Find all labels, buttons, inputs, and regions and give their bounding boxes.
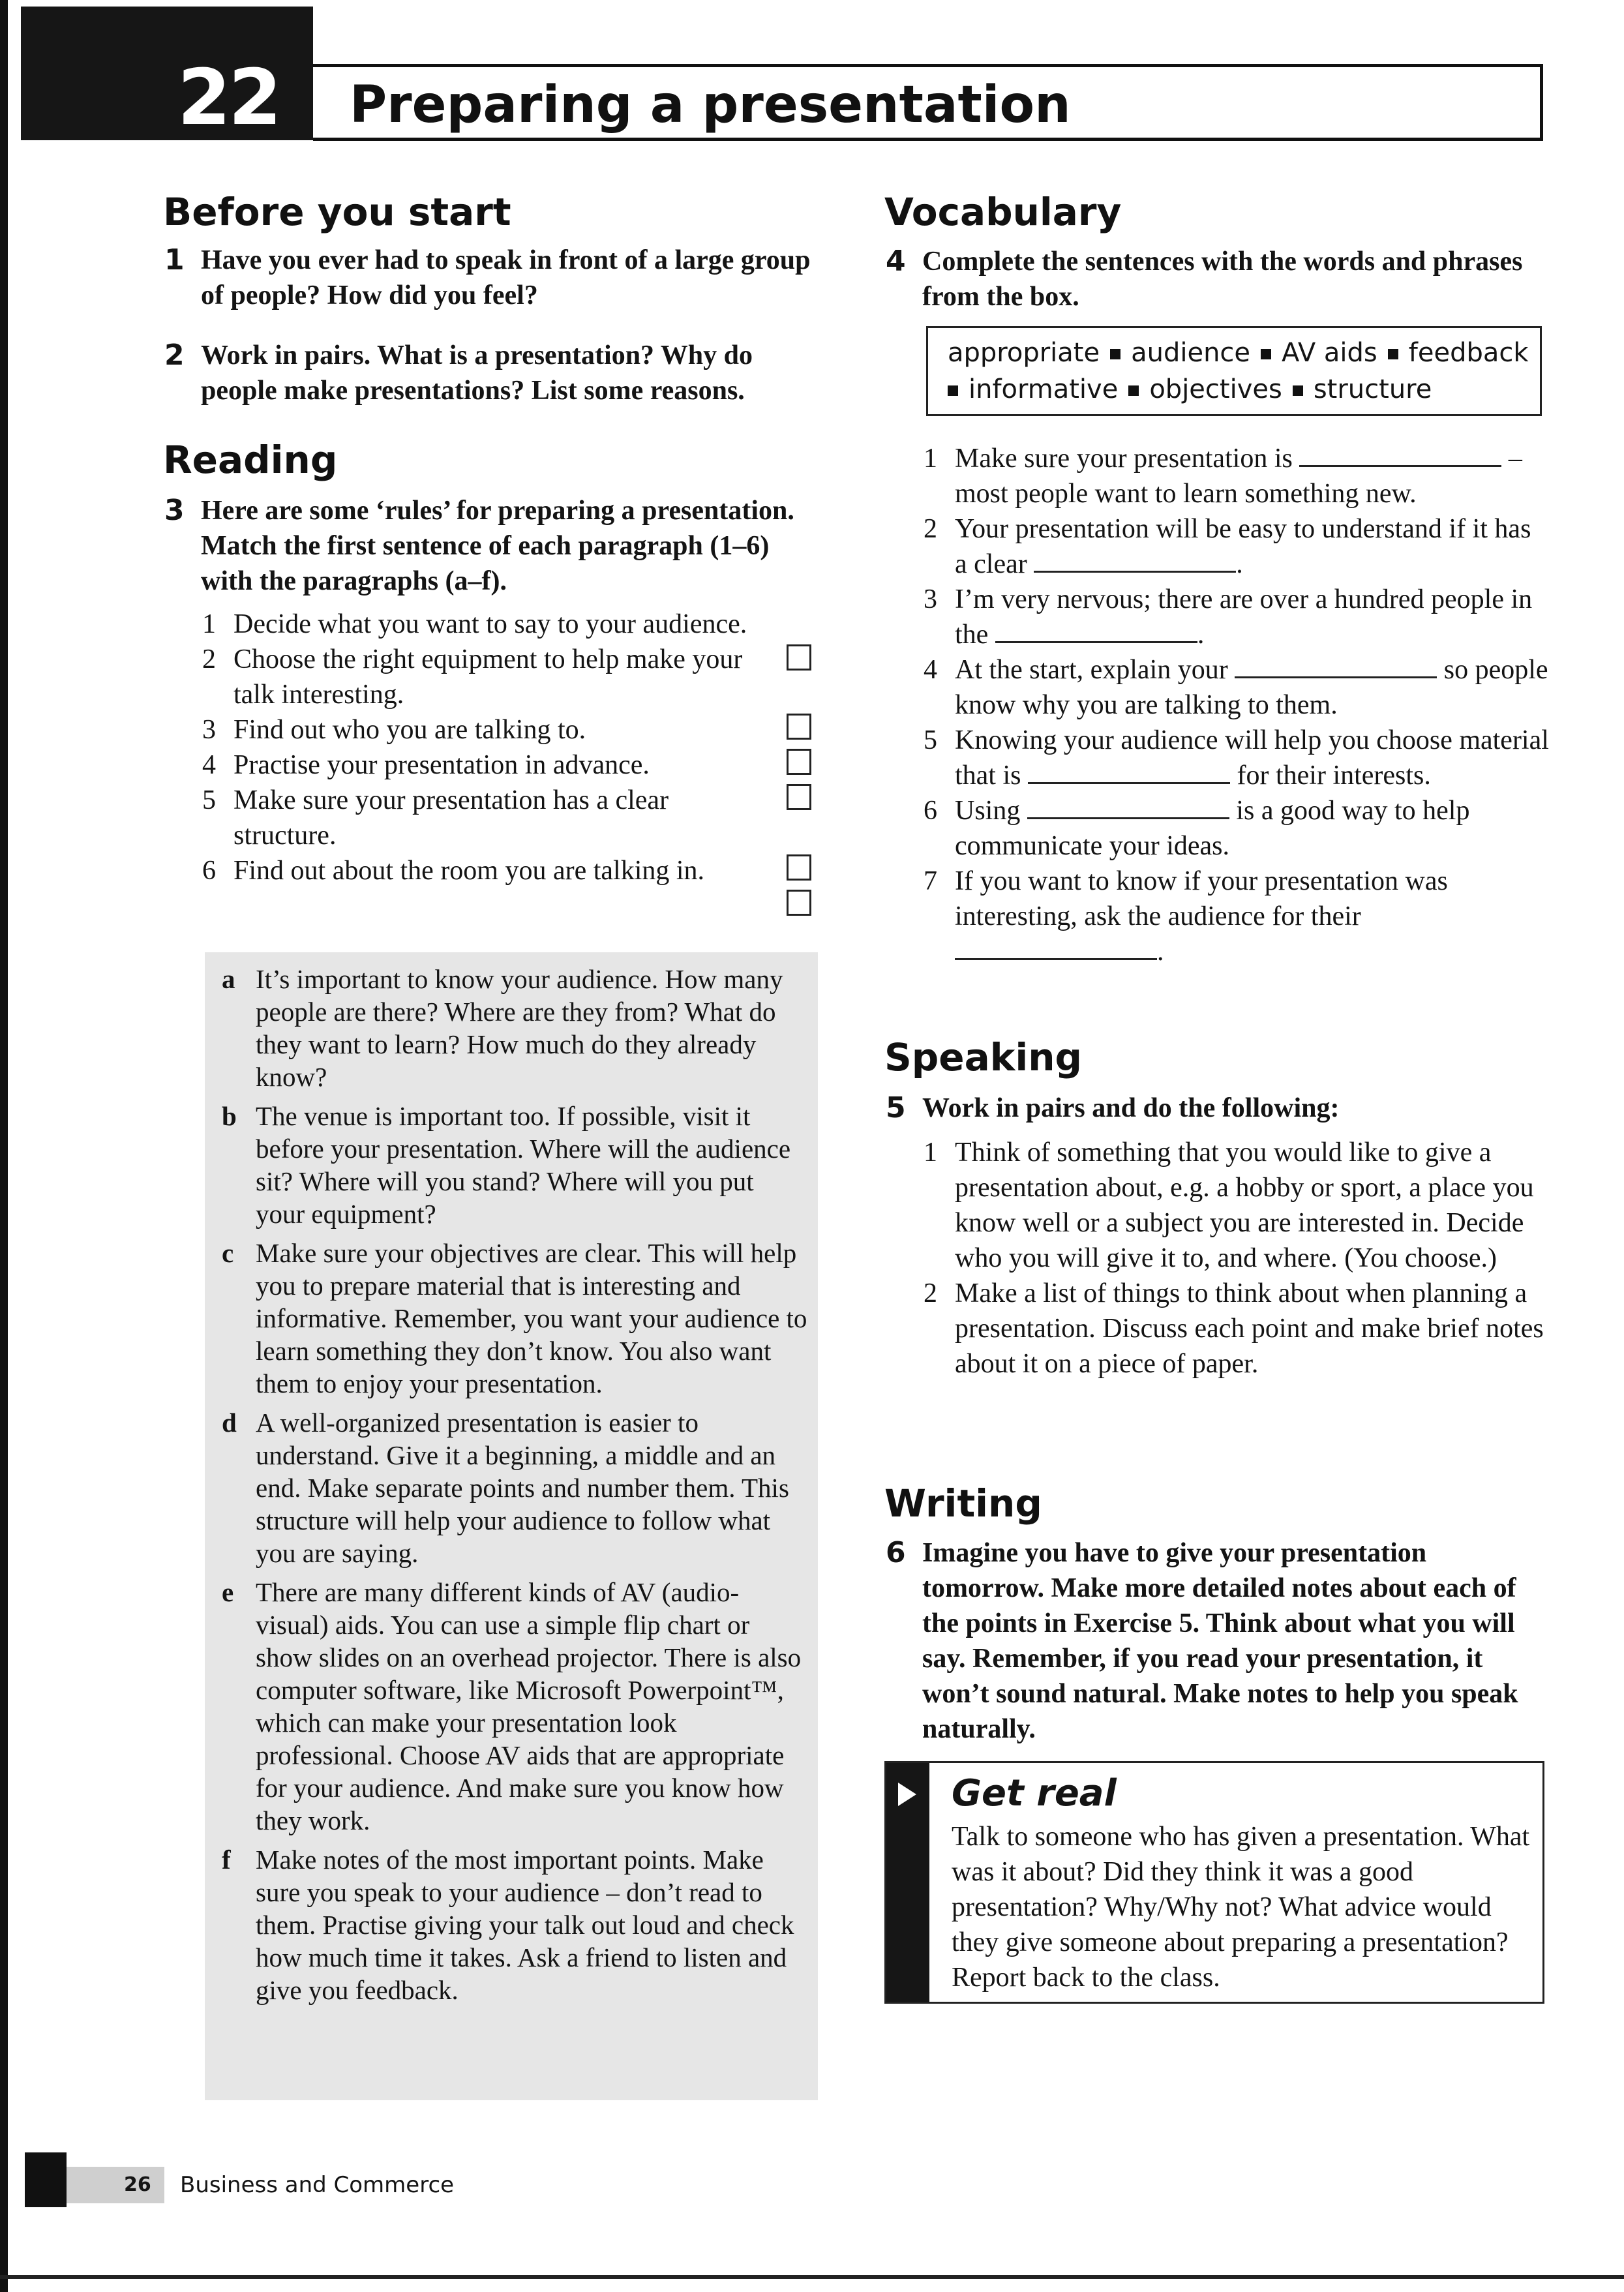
play-arrow-icon xyxy=(898,1783,916,1806)
word-objectives: objectives xyxy=(1149,374,1282,404)
sentence-text-end: . xyxy=(1197,620,1205,650)
exercise-2 xyxy=(164,338,817,408)
exercise-text: Work in pairs and do the following: xyxy=(922,1093,1340,1123)
exercise-1 xyxy=(164,243,817,313)
sentence-text-end: for their interests. xyxy=(1237,761,1431,791)
page-edge xyxy=(0,0,8,2292)
vocabulary-sentences xyxy=(924,441,1550,969)
exercise-5 xyxy=(886,1091,1538,1126)
item-text: Practise your presentation in advance. xyxy=(233,750,650,780)
bullet-square-icon xyxy=(1261,349,1271,359)
exercise-text: Here are some ‘rules’ for preparing a presentation. Match the first sentence of each paragraph (1–6) with the paragraphs (a–f). xyxy=(201,496,794,596)
list-item xyxy=(202,853,770,888)
word-informative: informative xyxy=(969,374,1119,404)
item-number: 3 xyxy=(202,715,216,745)
word-appropriate: appropriate xyxy=(948,338,1100,368)
item-text: Make sure your presentation has a clear structure. xyxy=(233,785,669,851)
word-audience: audience xyxy=(1131,338,1251,368)
answer-box-5[interactable] xyxy=(787,854,811,881)
paragraph-b xyxy=(222,1100,809,1230)
writing-heading: Writing xyxy=(884,1481,1042,1526)
sentence-3 xyxy=(924,582,1550,652)
sentence-7 xyxy=(924,864,1550,969)
paragraph-letter: c xyxy=(222,1238,234,1268)
sentence-1 xyxy=(924,441,1550,511)
paragraph-d xyxy=(222,1406,809,1569)
answer-blank[interactable] xyxy=(1235,654,1437,678)
word-box-row-2 xyxy=(948,371,1540,408)
list-item xyxy=(202,783,770,853)
item-number: 3 xyxy=(924,584,937,614)
item-number: 1 xyxy=(924,444,937,474)
item-text: Make a list of things to think about when planning a presentation. Discuss each point and make brief notes about it on a piece of paper. xyxy=(955,1278,1544,1379)
unit-number-block xyxy=(21,7,313,140)
item-number: 5 xyxy=(924,725,937,755)
sentence-5 xyxy=(924,723,1550,793)
item-text: Choose the right equipment to help make your talk interesting. xyxy=(233,644,743,710)
sentence-2 xyxy=(924,511,1550,582)
item-number: 4 xyxy=(202,750,216,780)
item-text: Decide what you want to say to your audience. xyxy=(233,609,747,639)
paragraph-letter: a xyxy=(222,964,235,994)
sentence-4 xyxy=(924,652,1550,723)
paragraph-letter: e xyxy=(222,1577,234,1607)
bullet-square-icon xyxy=(1388,349,1398,359)
sentence-text-end: so people know why you are talking to them. xyxy=(955,655,1548,720)
exercise-text: Have you ever had to speak in front of a large group of people? How did you feel? xyxy=(201,245,811,310)
item-number: 2 xyxy=(924,514,937,544)
sentence-text-end: – most people want to learn something new. xyxy=(955,444,1522,509)
book-title: Business and Commerce xyxy=(180,2172,455,2198)
exercise-number: 5 xyxy=(886,1091,906,1124)
exercise-6 xyxy=(886,1535,1544,1747)
answer-blank[interactable] xyxy=(995,618,1197,643)
vocabulary-heading: Vocabulary xyxy=(884,190,1122,234)
paragraph-a xyxy=(222,963,809,1093)
list-item xyxy=(202,607,770,642)
unit-number: 22 xyxy=(177,52,280,142)
answer-blank[interactable] xyxy=(1028,759,1230,784)
item-text: Think of something that you would like to give a presentation about, e.g. a hobby or sport, a place you know well or a subject you are interested in. Decide who you will give it to, and where. (You choose.) xyxy=(955,1138,1534,1273)
list-item xyxy=(202,747,770,783)
paragraph-e xyxy=(222,1576,809,1837)
before-you-start-heading: Before you start xyxy=(163,190,511,234)
word-structure: structure xyxy=(1313,374,1432,404)
item-number: 5 xyxy=(202,785,216,815)
exercise-text: Work in pairs. What is a presentation? Why do people make presentations? List some reasons. xyxy=(201,340,753,406)
bullet-square-icon xyxy=(1293,385,1303,396)
answer-blank[interactable] xyxy=(1027,794,1229,819)
sentence-text: Your presentation will be easy to understand if it has a clear xyxy=(955,514,1531,579)
word-box-row-1 xyxy=(948,335,1540,371)
item-number: 2 xyxy=(924,1278,937,1308)
answer-box-4[interactable] xyxy=(787,784,811,810)
sentence-text: I’m very nervous; there are over a hundred people in the xyxy=(955,584,1533,650)
sentence-text: Knowing your audience will help you choose material that is xyxy=(955,725,1549,791)
get-real-box xyxy=(884,1761,1544,2004)
exercise-4 xyxy=(886,244,1538,314)
list-item xyxy=(202,642,770,712)
exercise-number: 4 xyxy=(886,245,906,278)
answer-box-1[interactable] xyxy=(787,644,811,671)
paragraph-text: There are many different kinds of AV (audio-visual) aids. You can use a simple flip chart or show slides on an overhead projector. There is also computer software, like Microsoft Powerpoint™, which can make your presentation look professional. Choose AV aids that are appropriate for your audience. And make sure you know how they work. xyxy=(256,1577,802,1835)
paragraph-text: A well-organized presentation is easier to understand. Give it a beginning, a middle and an end. Make separate points and number them. This structure will help your audience to follow what you are saying. xyxy=(256,1408,789,1568)
sentence-text-end: is a good way to help communicate your ideas. xyxy=(955,796,1470,861)
word-feedback: feedback xyxy=(1408,338,1529,368)
word-box xyxy=(926,326,1542,416)
paragraphs-list xyxy=(222,963,809,2013)
exercise-text: Complete the sentences with the words and phrases from the box. xyxy=(922,247,1523,312)
speaking-list xyxy=(924,1135,1550,1381)
list-item xyxy=(202,712,770,747)
answer-box-2[interactable] xyxy=(787,714,811,740)
sentence-text: Using xyxy=(955,796,1021,826)
item-number: 6 xyxy=(202,856,216,886)
paragraph-letter: b xyxy=(222,1101,237,1131)
page-bottom-edge xyxy=(0,2275,1624,2279)
footer-mark xyxy=(25,2152,67,2207)
get-real-title: Get real xyxy=(952,1772,1117,1815)
exercise-3 xyxy=(164,493,804,599)
word-av-aids: AV aids xyxy=(1282,338,1377,368)
exercise-number: 6 xyxy=(886,1536,906,1569)
paragraph-letter: f xyxy=(222,1845,231,1875)
bullet-square-icon xyxy=(1128,385,1139,396)
bullet-square-icon xyxy=(1110,349,1120,359)
paragraph-text: Make sure your objectives are clear. This will help you to prepare material that is interesting and informative. Remember, you want your audience to learn something they don’t know. You also want them to enjoy your presentation. xyxy=(256,1238,807,1398)
sentence-text-end: . xyxy=(1157,937,1164,967)
answer-blank[interactable] xyxy=(955,935,1157,960)
exercise-number: 3 xyxy=(164,494,185,527)
answer-blank[interactable] xyxy=(1299,442,1501,467)
item-number: 2 xyxy=(202,644,216,674)
item-number: 1 xyxy=(202,609,216,639)
bullet-square-icon xyxy=(948,385,958,396)
list-item xyxy=(924,1135,1550,1276)
answer-blank[interactable] xyxy=(1034,548,1236,573)
paragraph-text: It’s important to know your audience. How many people are there? Where are they from? What do they want to learn? How much do they already know? xyxy=(256,964,783,1092)
get-real-text: Talk to someone who has given a presentation. What was it about? Did they think it was a good presentation? Why/Why not? What advice would they give someone about preparing a presentation? Report back to the class. xyxy=(952,1822,1530,1993)
paragraph-c xyxy=(222,1237,809,1400)
title-box xyxy=(313,64,1543,141)
exercise-text: Imagine you have to give your presentation tomorrow. Make more detailed notes about each of the points in Exercise 5. Think about what you will say. Remember, if you read your presentation, it won’t sound natural. Make notes to help you speak naturally. xyxy=(922,1538,1518,1744)
paragraph-f xyxy=(222,1843,809,2006)
item-text: Find out about the room you are talking in. xyxy=(233,856,705,886)
page-title: Preparing a presentation xyxy=(350,76,1071,134)
sentence-text-end: . xyxy=(1236,549,1243,579)
paragraph-text: The venue is important too. If possible, visit it before your presentation. Where will the audience sit? Where will you stand? Where will you put your equipment? xyxy=(256,1101,791,1229)
item-number: 1 xyxy=(924,1138,937,1168)
get-real-bar xyxy=(886,1763,929,2002)
item-number: 6 xyxy=(924,796,937,826)
answer-box-3[interactable] xyxy=(787,749,811,775)
sentence-text: At the start, explain your xyxy=(955,655,1228,685)
item-text: Find out who you are talking to. xyxy=(233,715,586,745)
item-number: 7 xyxy=(924,866,937,896)
exercise-number: 1 xyxy=(164,243,185,277)
reading-rules-list xyxy=(202,607,770,888)
sentence-text: If you want to know if your presentation was interesting, ask the audience for their xyxy=(955,866,1448,931)
list-item xyxy=(924,1276,1550,1381)
speaking-heading: Speaking xyxy=(884,1035,1083,1079)
sentence-text: Make sure your presentation is xyxy=(955,444,1293,474)
item-number: 4 xyxy=(924,655,937,685)
answer-box-6[interactable] xyxy=(787,890,811,916)
sentence-6 xyxy=(924,793,1550,864)
paragraph-letter: d xyxy=(222,1408,237,1438)
exercise-number: 2 xyxy=(164,339,185,372)
paragraph-text: Make notes of the most important points. Make sure you speak to your audience – don’t read to them. Practise giving your talk out loud and check how much time it takes. Ask a friend to listen and give you feedback. xyxy=(256,1845,794,2005)
reading-heading: Reading xyxy=(163,438,338,482)
page-number: 26 xyxy=(124,2173,151,2196)
